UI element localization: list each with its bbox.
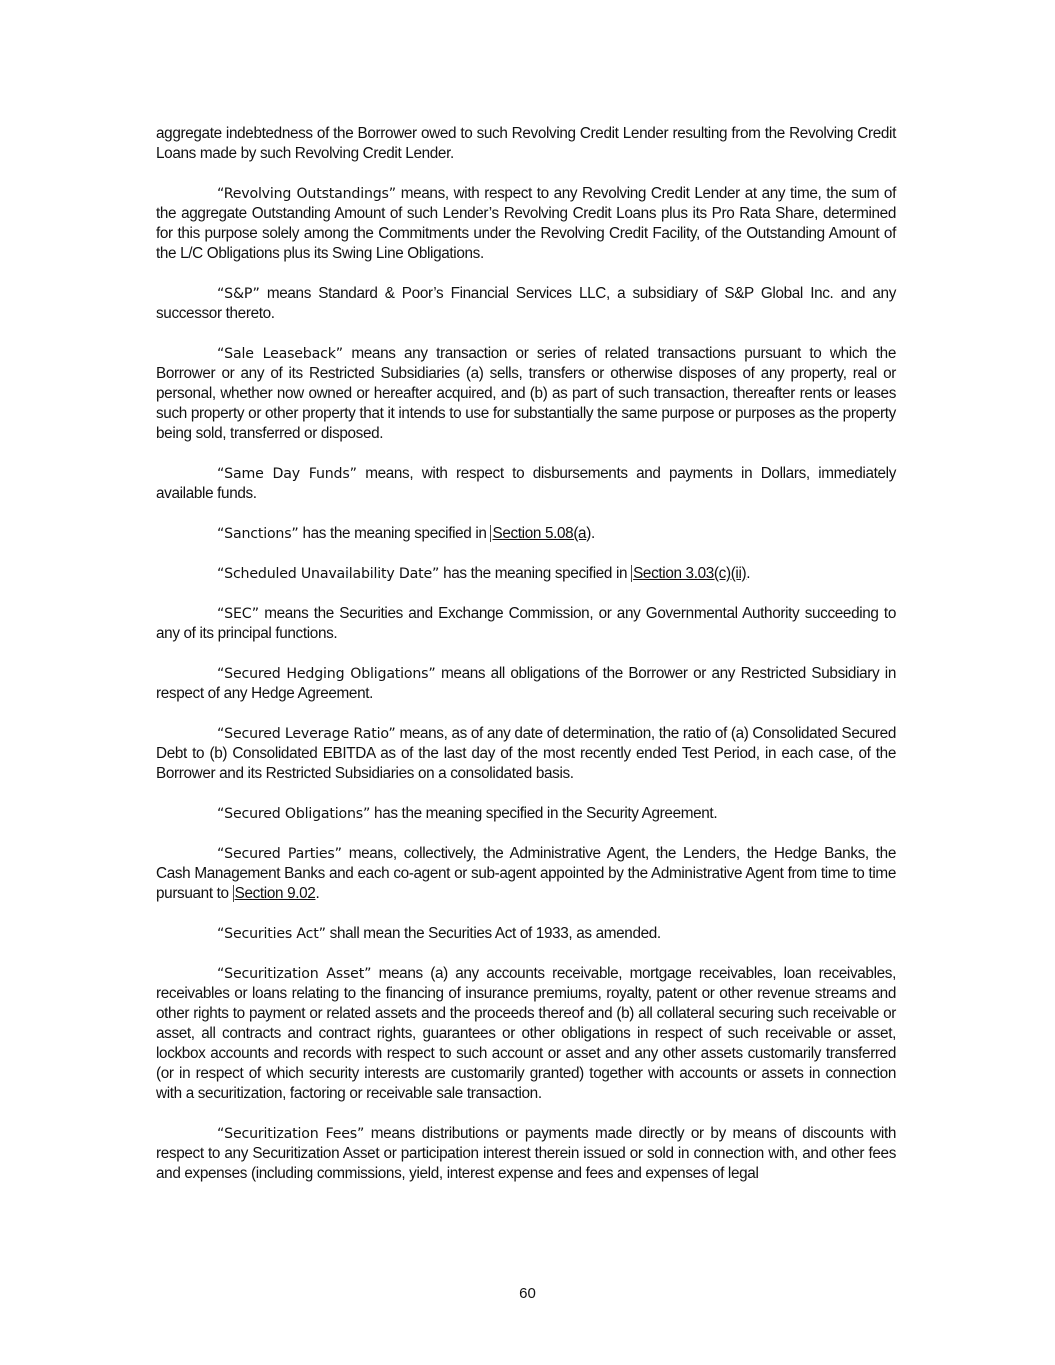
close-quote: ” xyxy=(362,806,371,822)
defined-term: Sale Leaseback xyxy=(224,346,336,362)
definitions-list xyxy=(156,184,896,1184)
section-cross-reference-link[interactable]: Section 9.02 xyxy=(234,885,316,902)
defined-term: Secured Parties xyxy=(224,846,335,862)
definition-text-end: . xyxy=(746,565,751,582)
definition-text-end: . xyxy=(315,885,320,902)
definition-paragraph xyxy=(156,464,896,504)
close-quote: ” xyxy=(428,666,436,682)
close-quote: ” xyxy=(334,846,342,862)
defined-term: Sanctions xyxy=(224,526,292,542)
definition-text: means Standard & Poor’s Financial Services LLC, a subsidiary of S&P Global Inc. and any successor thereto. xyxy=(156,285,896,322)
open-quote: “ xyxy=(217,606,225,622)
definition-text: means, as of any date of determination, the ratio of (a) Consolidated Secured Debt to (b) Consolidated EBITDA as of the last day of the most recently ended Test Period, in each case, of the Borrower and its Restricted Subsidiaries on a consolidated basis. xyxy=(156,725,896,782)
close-quote: ” xyxy=(364,966,372,982)
open-quote: “ xyxy=(217,566,225,582)
definition-paragraph xyxy=(156,724,896,784)
close-quote: ” xyxy=(251,606,259,622)
close-quote: ” xyxy=(388,186,396,202)
definition-paragraph xyxy=(156,344,896,444)
definition-text: means the Securities and Exchange Commission, or any Governmental Authority succeeding to any of its principal functions. xyxy=(156,605,896,642)
defined-term: Same Day Funds xyxy=(224,466,350,482)
definition-paragraph xyxy=(156,844,896,904)
page-number: 60 xyxy=(519,1285,536,1302)
defined-term: Scheduled Unavailability Date xyxy=(224,566,433,582)
definition-paragraph xyxy=(156,184,896,264)
definition-paragraph xyxy=(156,1124,896,1184)
definition-text: has the meaning specified in xyxy=(298,525,491,542)
defined-term: Securities Act xyxy=(224,926,319,942)
defined-term: Securitization Fees xyxy=(224,1126,357,1142)
defined-term: Securitization Asset xyxy=(224,966,365,982)
definition-text: means distributions or payments made directly or by means of discounts with respect to any Securitization Asset or participation interest therein issued or sold in connection with, and other fees and expenses (including commissions, yield, interest expense and fees and expenses of legal xyxy=(156,1125,896,1182)
defined-term: Secured Hedging Obligations xyxy=(224,666,429,682)
close-quote: ” xyxy=(356,1126,365,1142)
definition-text: means any transaction or series of related transactions pursuant to which the Borrower or any of its Restricted Subsidiaries (a) sells, transfers or otherwise disposes of any property, real or personal, whether now owned or hereafter acquired, and (b) as part of such transaction, thereafter rents or leases such property or other property that it intends to use for substantially the same purpose or purposes as the property being sold, transferred or disposed. xyxy=(156,345,896,442)
definition-text: means, with respect to any Revolving Credit Lender at any time, the sum of the aggregate Outstanding Amount of such Lender’s Revolving Credit Loans plus its Pro Rata Share, determined for this purpose solely among the Commitments under the Revolving Credit Facility, of the Outstanding Amount of the L/C Obligations plus its Swing Line Obligations. xyxy=(156,185,896,262)
close-quote: ” xyxy=(252,286,260,302)
section-cross-reference-link[interactable]: Section 5.08(a xyxy=(492,525,587,542)
definition-text: means all obligations of the Borrower or any Restricted Subsidiary in respect of any Hedge Agreement. xyxy=(156,665,896,702)
definition-paragraph xyxy=(156,284,896,324)
close-quote: ” xyxy=(349,466,357,482)
definition-paragraph xyxy=(156,604,896,644)
close-quote: ” xyxy=(432,566,440,582)
open-quote: “ xyxy=(217,466,225,482)
definition-text: has the meaning specified in xyxy=(439,565,632,582)
defined-term: S&P xyxy=(224,286,253,302)
close-quote: ” xyxy=(335,346,343,362)
open-quote: “ xyxy=(217,726,225,742)
close-quote: ” xyxy=(388,726,396,742)
document-body xyxy=(156,124,896,1204)
open-quote: “ xyxy=(217,666,225,682)
definition-paragraph xyxy=(156,564,896,584)
definition-text: means (a) any accounts receivable, mortgage receivables, loan receivables, receivables or loans relating to the financing of insurance premiums, royalty, patent or other revenue streams and other rights to payment or related assets and the proceeds thereof and (b) all collateral securing such receivable or asset, all contracts and contract rights, guarantees or other obligations in respect of such receivable or asset, lockbox accounts and records with respect to such account or asset and any other assets customarily transferred (or in respect of which security interests are customarily granted) together with accounts or assets in connection with a securitization, factoring or receivable sale transaction. xyxy=(156,965,896,1102)
definition-text: shall mean the Securities Act of 1933, as amended. xyxy=(325,925,661,942)
definition-text: means, with respect to disbursements and payments in Dollars, immediately available funds. xyxy=(156,465,897,502)
definition-paragraph xyxy=(156,664,896,704)
close-quote: ” xyxy=(291,526,299,542)
definition-paragraph xyxy=(156,964,896,1104)
open-quote: “ xyxy=(217,806,225,822)
section-cross-reference-link[interactable]: Section 3.03(c)(ii) xyxy=(633,565,747,582)
continuation-paragraph: aggregate indebtedness of the Borrower owed to such Revolving Credit Lender resulting from the Revolving Credit Loans made by such Revolving Credit Lender. xyxy=(156,125,896,162)
open-quote: “ xyxy=(217,926,225,942)
open-quote: “ xyxy=(217,346,225,362)
close-quote: ” xyxy=(318,926,326,942)
open-quote: “ xyxy=(217,186,224,202)
open-quote: “ xyxy=(217,286,225,302)
definition-text-end: ). xyxy=(586,525,595,542)
defined-term: Secured Leverage Ratio xyxy=(224,726,389,742)
open-quote: “ xyxy=(217,966,225,982)
definition-text: has the meaning specified in the Security Agreement. xyxy=(370,805,718,822)
definition-paragraph xyxy=(156,924,896,944)
defined-term: SEC xyxy=(224,606,252,622)
definition-paragraph xyxy=(156,804,896,824)
open-quote: “ xyxy=(217,846,225,862)
open-quote: “ xyxy=(217,526,225,542)
open-quote: “ xyxy=(217,1126,225,1142)
definition-text: means, collectively, the Administrative Agent, the Lenders, the Hedge Banks, the Cash Management Banks and each co-agent or sub-agent appointed by the Administrative Agent from time to time pursuant to xyxy=(156,845,896,902)
defined-term: Revolving Outstandings xyxy=(223,186,389,202)
defined-term: Secured Obligations xyxy=(224,806,363,822)
definition-paragraph xyxy=(156,524,896,544)
